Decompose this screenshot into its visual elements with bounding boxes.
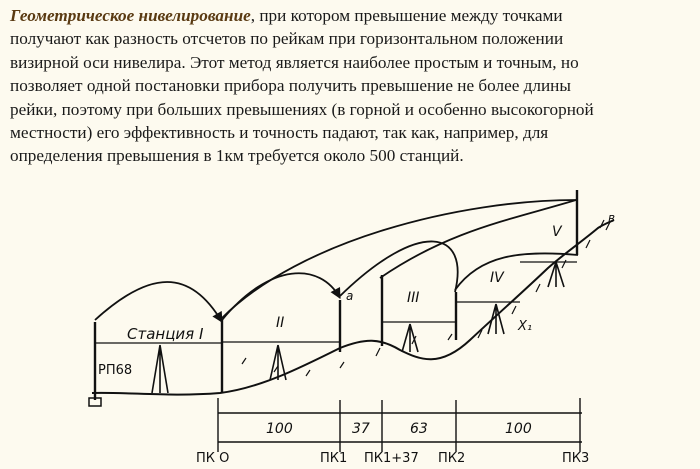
distance-values bbox=[266, 421, 532, 437]
sight-arcs bbox=[95, 200, 578, 322]
point-x1-label: X₁ bbox=[518, 319, 533, 334]
paragraph-line-6: местности) его эффективность и точность падают, так как, например, для bbox=[10, 123, 549, 143]
point-b-label: в bbox=[608, 211, 616, 225]
picket-label: ПК1+37 bbox=[364, 451, 419, 466]
distance-value: 100 bbox=[266, 421, 293, 437]
station-1-label: Станция I bbox=[127, 325, 204, 343]
paragraph-line-5: рейки, поэтому при больших превышениях (в горной и особенно высокогорной bbox=[10, 99, 594, 119]
paragraph-line-2: получают как разность отсчетов по рейкам при горизонтальном положении bbox=[10, 29, 564, 49]
distance-value: 37 bbox=[352, 421, 370, 437]
station-3-label: III bbox=[407, 290, 420, 306]
paragraph-text: , при котором превышение между точками bbox=[250, 6, 563, 25]
distance-value: 100 bbox=[505, 421, 532, 437]
term-geometric-leveling: Геометрическое нивелирование bbox=[10, 6, 251, 25]
picket-label: ПК О bbox=[196, 451, 230, 466]
picket-labels bbox=[196, 451, 589, 466]
point-a-label: a bbox=[346, 289, 354, 303]
benchmark-label: РП68 bbox=[98, 363, 133, 378]
paragraph-line-3: визирной оси нивелира. Этот метод является наиболее простым и точным, но bbox=[10, 52, 579, 72]
distance-value: 63 bbox=[410, 421, 428, 437]
station-5-label: V bbox=[552, 224, 562, 240]
picket-label: ПК3 bbox=[562, 451, 590, 466]
terrain-profile bbox=[92, 220, 614, 395]
station-labels bbox=[127, 211, 615, 343]
paragraph-line-7: определения превышения в 1км требуется около 500 станций. bbox=[10, 146, 464, 166]
paragraph-line-4: позволяет одной постановки прибора получить превышение не более длины bbox=[10, 76, 571, 96]
station-4-label: IV bbox=[490, 270, 504, 286]
picket-label: ПК1 bbox=[320, 451, 348, 466]
picket-label: ПК2 bbox=[438, 451, 466, 466]
station-2-label: II bbox=[276, 315, 285, 331]
